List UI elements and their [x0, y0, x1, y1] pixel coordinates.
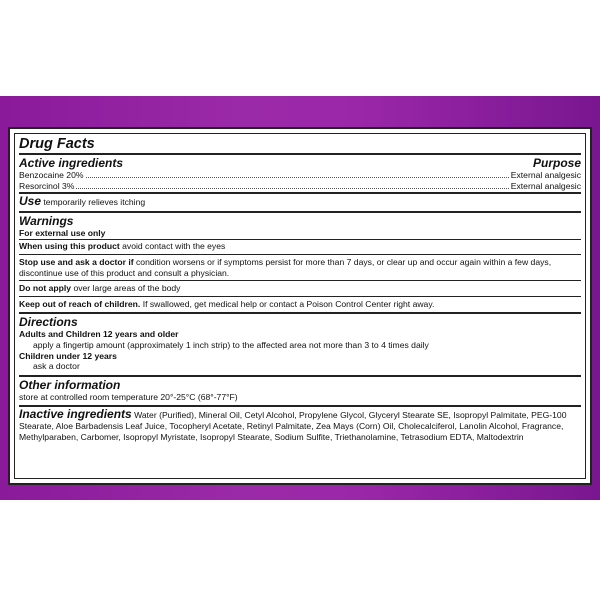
stop-use-warning	[19, 255, 581, 280]
stop-use-label: Stop use and ask a doctor if	[19, 256, 134, 267]
adults-label-row	[19, 329, 581, 340]
keep-out-label: Keep out of reach of children.	[19, 298, 141, 309]
do-not-apply-warning	[19, 281, 581, 296]
drug-facts-panel	[8, 127, 592, 485]
keep-out-of-reach-warning	[19, 297, 581, 312]
adults-label: Adults and Children 12 years and older	[19, 329, 179, 340]
directions-heading-text: Directions	[19, 315, 78, 330]
use-heading: Use	[19, 194, 42, 209]
external-use-text: For external use only	[19, 227, 106, 238]
leader-dots	[86, 171, 509, 178]
when-using-label: When using this product	[19, 241, 120, 252]
active-ingredient-row	[19, 181, 581, 192]
external-use-warning	[19, 228, 581, 240]
children-label-row	[19, 351, 581, 362]
stop-use-text: condition worsens or if symptoms persist for more than 7 days, or clear up and occur again within a few days, discontinue use of this product and consult a physician.	[19, 256, 552, 278]
directions-heading	[19, 315, 581, 329]
children-direction: ask a doctor	[33, 361, 80, 372]
drug-facts-title: Drug Facts	[19, 135, 581, 155]
other-information-section	[19, 377, 581, 406]
other-information-text: store at controlled room temperature 20°-25°C (68°-77°F)	[19, 391, 238, 402]
warnings-section	[19, 213, 581, 313]
directions-section	[19, 314, 581, 374]
active-ingredients-section	[19, 155, 581, 192]
leader-dots	[76, 182, 508, 189]
active-ingredients-header	[19, 156, 581, 170]
active-ingredient-row	[19, 170, 581, 181]
ingredient-name: Benzocaine 20%	[19, 170, 84, 180]
purpose-heading: Purpose	[532, 156, 581, 170]
inactive-ingredients-text: Water (Purified), Mineral Oil, Cetyl Alcohol, Propylene Glycol, Glyceryl Stearate SE, Isopropyl Palmitate, PEG-100 Stearate, Aloe Barbadensis Leaf Juice, Tocopheryl Acetate, Retinyl Palmitate, Zea Mays (Corn) Oil, Cholecalciferol, Lanolin Alcohol, Fragrance, Methylparaben, Carbomer, Isopropyl Myristate, Isopropyl Stearate, Sodium Sulfite, Triethanolamine, Tetrasodium EDTA, Maltodextrin	[19, 410, 567, 442]
ingredient-purpose: External analgesic	[510, 180, 581, 191]
other-information-heading-text: Other information	[19, 377, 121, 392]
when-using-text: avoid contact with the eyes	[122, 241, 226, 252]
do-not-apply-text: over large areas of the body	[73, 283, 181, 294]
use-text: temporarily relieves itching	[43, 197, 146, 208]
use-section	[19, 194, 581, 211]
warnings-heading	[19, 214, 581, 228]
inactive-ingredients-heading: Inactive ingredients	[19, 407, 132, 422]
drug-facts-box	[14, 133, 586, 479]
active-ingredients-heading: Active ingredients	[19, 156, 124, 170]
children-label: Children under 12 years	[19, 350, 117, 361]
when-using-warning	[19, 240, 581, 254]
ingredient-purpose: External analgesic	[510, 170, 581, 180]
ingredient-name: Resorcinol 3%	[19, 180, 75, 191]
keep-out-text: If swallowed, get medical help or contact a Poison Control Center right away.	[142, 298, 435, 309]
other-information-heading	[19, 378, 581, 392]
adults-direction: apply a fingertip amount (approximately 1 inch strip) to the affected area not more than 3 to 4 times daily	[33, 339, 429, 350]
do-not-apply-label: Do not apply	[19, 283, 72, 294]
inactive-ingredients-section	[19, 407, 581, 443]
warnings-heading-text: Warnings	[19, 213, 74, 228]
